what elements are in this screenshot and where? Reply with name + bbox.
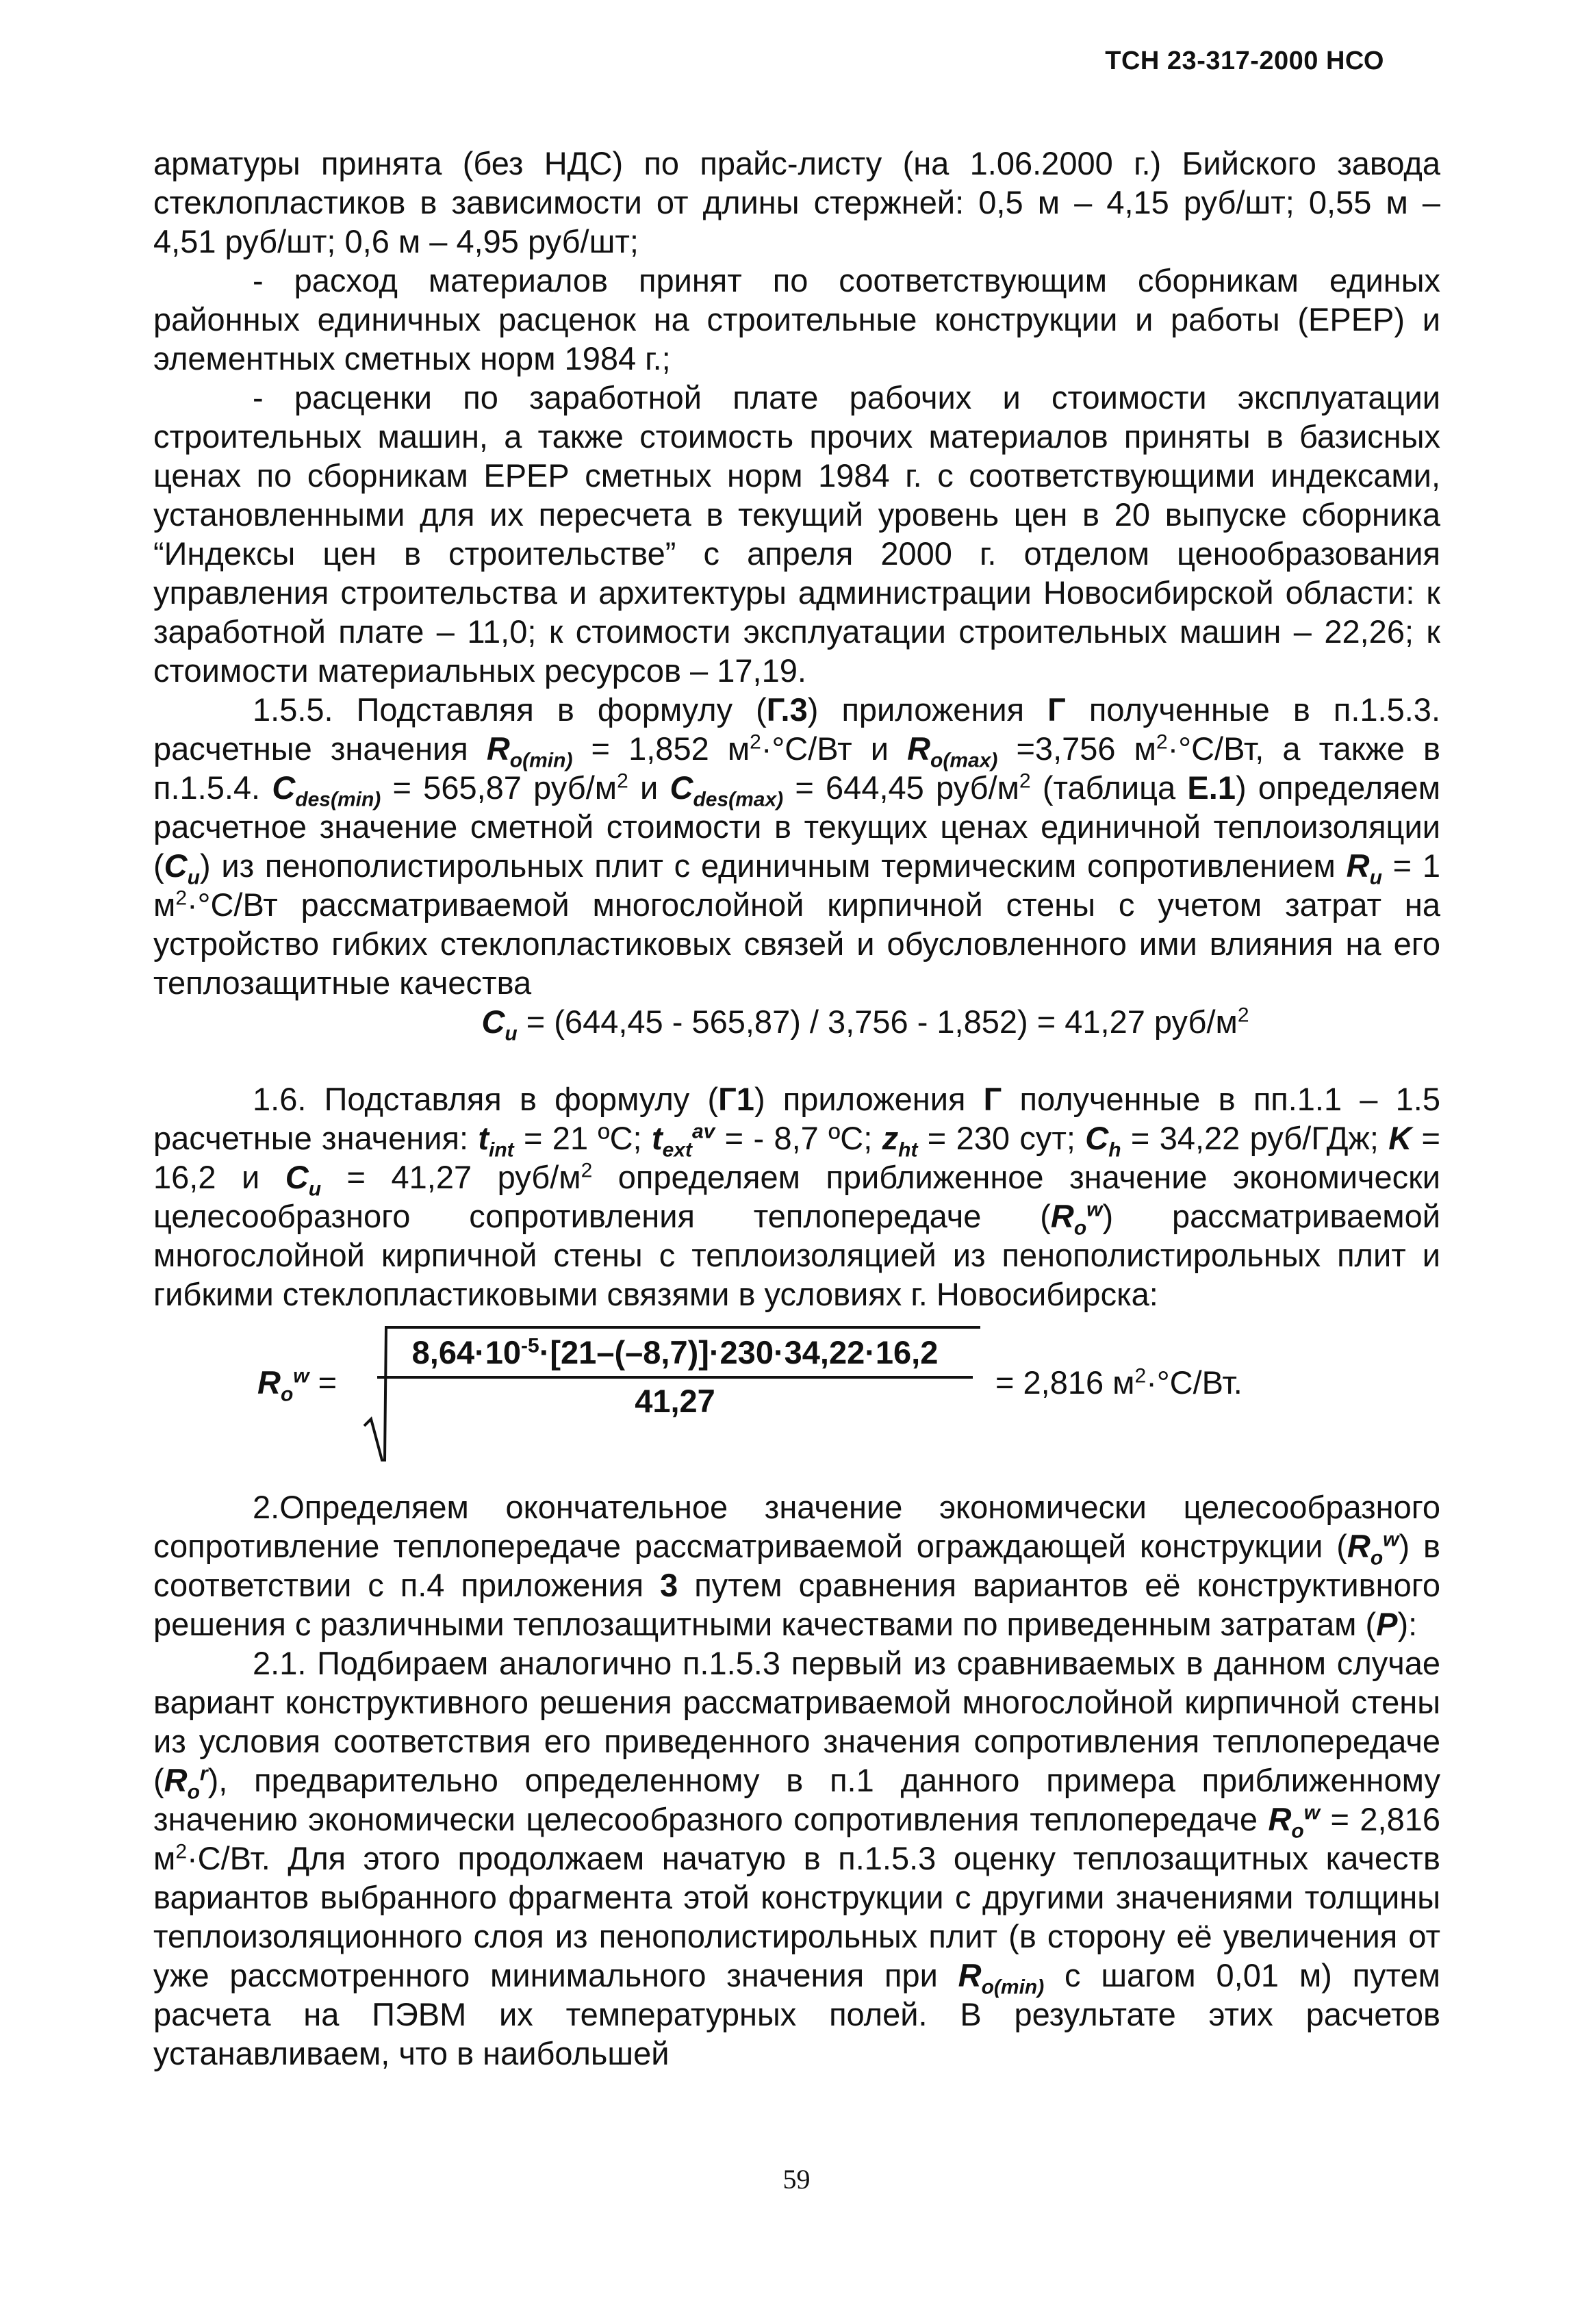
formula-fraction [377, 1329, 973, 1420]
paragraph-2: 2.Определяем окончательное значение экономически целесообразного сопротивление теплопередаче рассматриваемой ограждающей конструкции $(R_o^w)$ в соответствии с п.4 приложения 3 путем сравнения вариантов её конструктивного решения с различными теплозащитными качествами по приведенным затратам (P): [153, 1489, 1440, 1642]
document-code-header: ТСН 23-317-2000 НСО [1105, 47, 1384, 75]
paragraph-1-5-5: 1.5.5. Подставляя в формулу (Г.3) приложения Г полученные в п.1.5.3. расчетные значения $R_{o(min)} = 1,852$ $м^2\cdot^\circ С/Вт$ и $R_{o(max)} =3,756$ $м^2\cdot^\circ С/Вт$, а также в п.1.5.4. $C_{des(min)} = 565,87$ руб/$м^2$ и $C_{des(max)} = 644,45$ руб/$м^2$ (таблица Е.1) определяем расчетное значение сметной стоимости в текущих ценах единичной теплоизоляции $(C_u)$ из пенополистирольных плит с единичным термическим сопротивлением $R_u = 1$ $м^2\cdot^\circ С/Вт$ рассматриваемой многослойной кирпичной стены с учетом затрат на устройство гибких стеклопластиковых связей и обусловленного ими влияния на его теплозащитные качества [153, 691, 1441, 1001]
formula-lhs: $R_o^w$ = [257, 1364, 337, 1406]
page-number: 59 [782, 2164, 811, 2195]
fraction-bar [377, 1376, 973, 1379]
formula-rhs: = 2,816 $м^2\cdot^\circ С/Вт$. [995, 1364, 1242, 1401]
paragraph-1-6: 1.6. Подставляя в формулу (Г1) приложения Г полученные в пп.1.1 – 1.5 расчетные значения: $t_{int} = 21$ ºС; $t_{ext}^{av}$ = - 8,7 ºС; $z_{ht} = 230$ сут; $C_h = 34,22$ руб/ГДж; K = 16,2 и $C_u = 41,27$ руб/$м^2$ определяем приближенное значение экономически целесообразного сопротивления теплопередаче $(R_o^w)$ рассматриваемой многослойной кирпичной стены с теплоизоляцией из пенополистирольных плит и гибкими стеклопластиковыми связями в условиях г. Новосибирска: [153, 1081, 1441, 1312]
paragraph-material-consumption: - расход материалов принят по соответствующим сборникам единых районных единичных расценок на строительные конструкции и работы (ЕРЕР) и элементных сметных норм 1984 г.; [153, 262, 1440, 376]
formula-numerator: $8,64\cdot 10^{-5}\cdot[21-(-8,7)]\cdot 230\cdot 34,22\cdot 16,2$ [411, 1334, 939, 1370]
formula-denominator: 41,27 [635, 1383, 715, 1419]
paragraph-wage-rates: - расценки по заработной плате рабочих и стоимости эксплуатации строительных машин, а также стоимость прочих материалов приняты в базисных ценах по сборникам ЕРЕР сметных норм 1984 г. с соответствующими индексами, установленными для их пересчета в текущий уровень цен в 20 выпуске сборника “Индексы цен в строительстве” с апреля 2000 г. отделом ценообразования управления строительства и архитектуры администрации Новосибирской области: к заработной плате – 11,0; к стоимости эксплуатации строительных машин – 22,26; к стоимости материальных ресурсов – 17,19. [153, 379, 1440, 689]
paragraph-2-1: 2.1. Подбираем аналогично п.1.5.3 первый из сравниваемых в данном случае вариант конструктивного решения рассматриваемой многослойной кирпичной стены из условия соответствия его приведенного значения сопротивления теплопередаче $(R_o^r)$, предварительно определенному в п.1 данного примера приближенному значению экономически целесообразного сопротивления теплопередаче $R_o^w = 2,816$ $м^2\cdot С/Вт$. Для этого продолжаем начатую в п.1.5.3 оценку теплозащитных качеств вариантов выбранного фрагмента этой конструкции с другими значениями толщины теплоизоляционного слоя из пенополистирольных плит (в сторону её увеличения от уже рассмотренного минимального значения при $R_{o(min)}$ с шагом 0,01 м) путем расчета на ПЭВМ их температурных полей. В результате этих расчетов устанавливаем, что в наибольшей [153, 1645, 1440, 2071]
spacer [153, 1041, 1440, 1080]
formula-unit-insulation-cost: $C_u = (644,45 - 565,87) / 3,756 - 1,852) = 41,27$ руб/$м^2$ [481, 1004, 1249, 1045]
paragraph-reinforcement-price: арматуры принята (без НДС) по прайс-листу (на 1.06.2000 г.) Бийского завода стеклопластиков в зависимости от длины стержней: 0,5 м – 4,15 руб/шт; 0,55 м – 4,51 руб/шт; 0,6 м – 4,95 руб/шт; [153, 145, 1440, 259]
formula-economic-resistance [153, 1323, 1440, 1467]
document-body [153, 144, 1440, 2073]
